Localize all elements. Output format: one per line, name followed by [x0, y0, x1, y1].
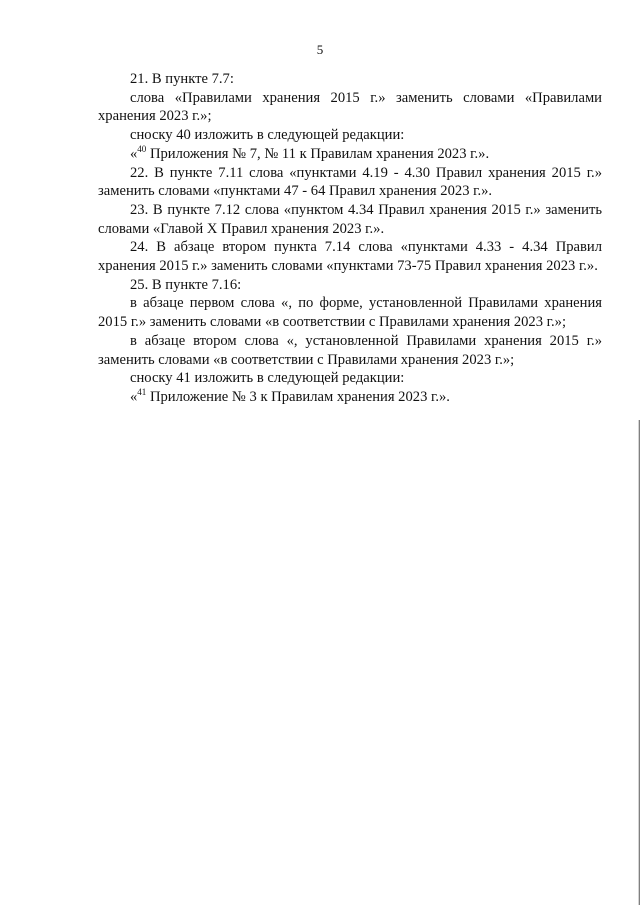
footnote-marker-41: 41 [137, 386, 147, 397]
item-21-words-replacement: слова «Правилами хранения 2015 г.» заменить словами «Правилами хранения 2023 г.»; [98, 89, 602, 125]
item-25-second-paragraph: в абзаце втором слова «, установленной Правилами хранения 2015 г.» заменить словами «в соответствии с Правилами хранения 2023 г.»; [98, 332, 602, 368]
quote-open: « [130, 388, 138, 405]
item-21-footnote-text [98, 145, 602, 164]
item-24: 24. В абзаце втором пункта 7.14 слова «пунктами 4.33 - 4.34 Правил хранения 2015 г.» заменить словами «пунктами 73-75 Правил хранения 2023 г.». [98, 239, 602, 275]
page-number: 5 [316, 42, 324, 57]
item-21-heading: 21. В пункте 7.7: [130, 71, 234, 87]
item-21-footnote-instruction: сноску 40 изложить в следующей редакции: [130, 127, 405, 144]
item-25-footnote-text [98, 388, 602, 407]
document-body [98, 70, 602, 407]
quote-open: « [130, 145, 138, 162]
footnote-40-content: Приложения № 7, № 11 к Правилам хранения 2023 г.». [146, 145, 490, 162]
item-23: 23. В пункте 7.12 слова «пунктом 4.34 Правил хранения 2015 г.» заменить словами «Главой X Правил хранения 2023 г.». [98, 201, 602, 237]
footnote-41-content: Приложение № 3 к Правилам хранения 2023 г.». [146, 388, 450, 405]
item-25-footnote-instruction: сноску 41 изложить в следующей редакции: [130, 370, 405, 387]
item-25-first-paragraph: в абзаце первом слова «, по форме, установленной Правилами хранения 2015 г.» заменить словами «в соответствии с Правилами хранения 2023 г.»; [98, 295, 602, 331]
item-25-heading: 25. В пункте 7.16: [130, 276, 242, 293]
item-22: 22. В пункте 7.11 слова «пунктами 4.19 - 4.30 Правил хранения 2015 г.» заменить словами «пунктами 47 - 64 Правил хранения 2023 г.». [98, 164, 602, 200]
footnote-marker-40: 40 [137, 143, 147, 154]
